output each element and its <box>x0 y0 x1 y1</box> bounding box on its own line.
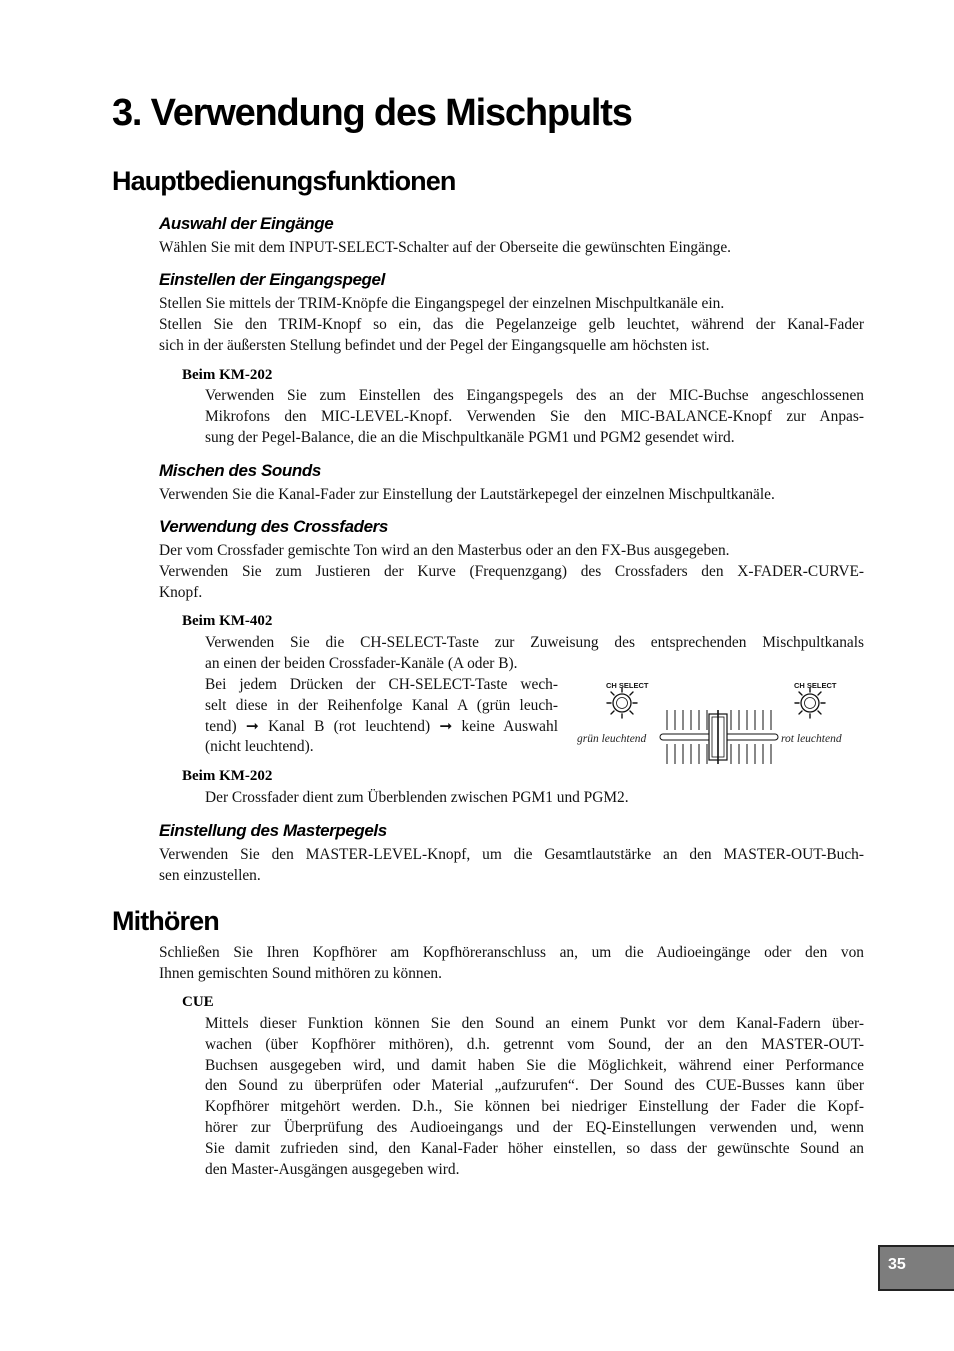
text-line: an einen der beiden Crossfader-Kanäle (A oder B). <box>205 654 518 672</box>
text-line: den Master-Ausgängen ausgegeben wird. <box>205 1160 460 1178</box>
text-line: Buchsen ausgegeben wird, und damit haben Sie die Möglichkeit, während einer Performance <box>205 1056 864 1074</box>
text-line: Schließen Sie Ihren Kopfhörer am Kopfhöreranschluss an, um die Audioeingänge oder den von <box>159 944 864 961</box>
text-line: Verwenden Sie die CH-SELECT-Taste zur Zuweisung des entsprechenden Mischpultkanals <box>205 634 864 651</box>
text-line: sung der Pegel-Balance, die an die Mischpultkanäle PGM1 und PGM2 gesendet wird. <box>205 428 735 446</box>
crossfader-figure <box>573 680 863 772</box>
crossfader-knob-icon <box>709 710 727 764</box>
paragraph-crossfader <box>159 541 864 603</box>
paragraph-masterpegel <box>159 845 864 887</box>
paragraph-auswahl <box>159 238 864 259</box>
label-rot-leuchtend: rot leuchtend <box>781 733 842 745</box>
text-line: Kopfhörer mitgehört werden. D.h., Sie können bei niedriger Einstellung der Fader die Kopf- <box>205 1098 864 1116</box>
section-title-hauptbedienung: Hauptbedienungsfunktionen <box>112 166 456 196</box>
ch-select-button-green-icon <box>607 688 637 718</box>
paragraph-km202-eingang <box>205 386 864 448</box>
text-line: Sie damit zufrieden sind, den Kanal-Fader höher einstellen, so dass der gewünschte Sound an <box>205 1139 864 1157</box>
ch-select-label-right: CH SELECT <box>794 681 837 690</box>
text-line: wachen (über Kopfhörer mithören), d.h. getrennt vom Sound, der an den MASTER-OUT- <box>205 1035 864 1053</box>
heading-masterpegel: Einstellung des Masterpegels <box>159 821 387 840</box>
label-cue: CUE <box>182 994 214 1010</box>
text-line: hörer zur Überprüfung des Audioeingangs und der EQ-Einstellungen verwenden und, wenn <box>205 1118 864 1136</box>
text-line: Bei jedem Drücken der CH-SELECT-Taste wech- <box>205 676 558 693</box>
paragraph-eingangspegel <box>159 294 864 356</box>
paragraph-km402-narrow <box>205 675 558 758</box>
text-line: Der vom Crossfader gemischte Ton wird an den Masterbus oder an den FX-Bus ausgegeben. <box>159 542 730 559</box>
section-title-mithoeren: Mithören <box>112 906 219 936</box>
chapter-title: 3. Verwendung des Mischpults <box>112 92 632 134</box>
heading-crossfader: Verwendung des Crossfaders <box>159 517 388 536</box>
text-line: Stellen Sie den TRIM-Knopf so ein, das die Pegelanzeige gelb leuchtet, während der Kanal-Fader <box>159 315 864 333</box>
paragraph-km402 <box>205 633 864 675</box>
text-line: Knopf. <box>159 583 203 601</box>
paragraph-cue <box>205 1014 864 1180</box>
paragraph-mischen <box>159 485 864 506</box>
text-line: Der Crossfader dient zum Überblenden zwischen PGM1 und PGM2. <box>205 789 629 806</box>
heading-eingangspegel: Einstellen der Eingangspegel <box>159 270 385 289</box>
text-line: Stellen Sie mittels der TRIM-Knöpfe die Eingangspegel der einzelnen Mischpultkanäle ein. <box>159 295 725 312</box>
text-line: tend) ➞ Kanal B (rot leuchtend) ➞ keine Auswahl <box>205 717 558 735</box>
label-km402: Beim KM-402 <box>182 613 273 629</box>
text-line: Verwenden Sie zum Justieren der Kurve (Frequenzgang) des Crossfaders den X-FADER-CURVE- <box>159 562 864 580</box>
text-line: Verwenden Sie den MASTER-LEVEL-Knopf, um die Gesamtlautstärke an den MASTER-OUT-Buch- <box>159 846 864 863</box>
text-line: Wählen Sie mit dem INPUT-SELECT-Schalter auf der Oberseite die gewünschten Eingänge. <box>159 239 732 256</box>
text-line: sich in der äußersten Stellung befindet und der Pegel der Eingangsquelle am höchsten ist. <box>159 336 710 354</box>
label-gruen-leuchtend: grün leuchtend <box>577 733 647 745</box>
label-km202-eingang: Beim KM-202 <box>182 367 273 383</box>
text-line: Ihnen gemischten Sound mithören zu können. <box>159 964 442 982</box>
text-line: Mikrofons den MIC-LEVEL-Knopf. Verwenden Sie den MIC-BALANCE-Knopf zur Anpas- <box>205 407 864 425</box>
heading-auswahl: Auswahl der Eingänge <box>159 214 334 233</box>
text-line: den Sound zu überprüfen oder Material „aufzurufen“. Der Sound des CUE-Busses kann über <box>205 1077 864 1095</box>
paragraph-mithoeren <box>159 943 864 985</box>
text-line: Verwenden Sie zum Einstellen des Eingangspegels des an der MIC-Buchse angeschlossenen <box>205 387 864 404</box>
paragraph-km202-crossfader <box>205 788 864 809</box>
heading-mischen: Mischen des Sounds <box>159 461 321 480</box>
page-number: 35 <box>888 1256 906 1273</box>
label-km202-crossfader: Beim KM-202 <box>182 768 273 784</box>
text-line: selt diese in der Reihenfolge Kanal A (grün leuch- <box>205 696 558 714</box>
text-line: sen einzustellen. <box>159 866 261 884</box>
ch-select-button-red-icon <box>795 688 825 718</box>
text-line: Verwenden Sie die Kanal-Fader zur Einstellung der Lautstärkepegel der einzelnen Mischpultkanäle. <box>159 486 775 503</box>
text-line: (nicht leuchtend). <box>205 738 314 756</box>
ch-select-label-left: CH SELECT <box>606 681 649 690</box>
text-line: Mittels dieser Funktion können Sie den Sound an einem Punkt vor dem Kanal-Fadern über- <box>205 1015 864 1032</box>
